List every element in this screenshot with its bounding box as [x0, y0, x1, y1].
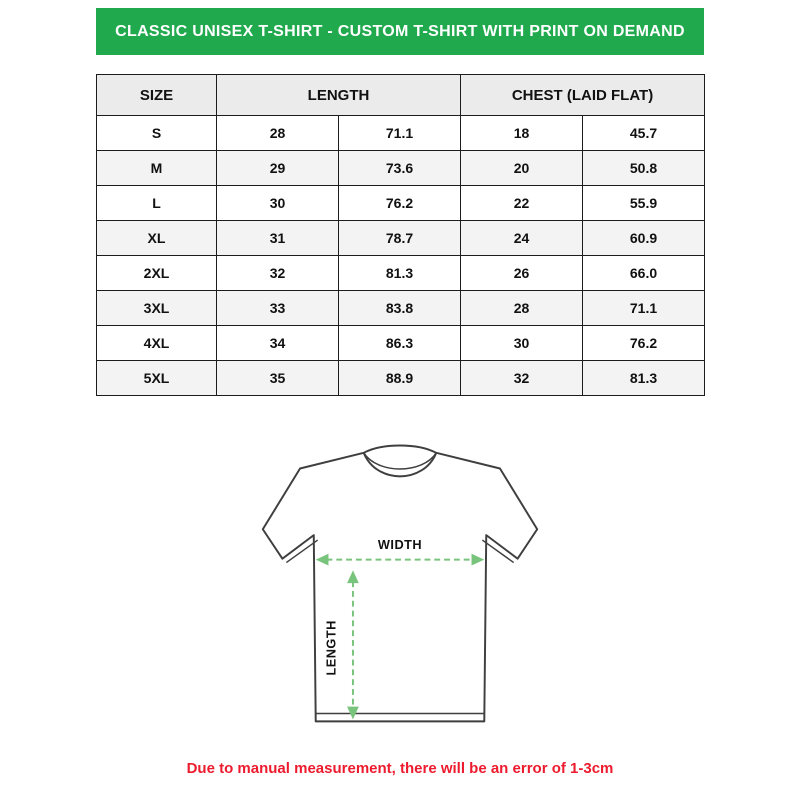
tshirt-diagram-svg — [253, 438, 547, 744]
length-inches: 30 — [217, 186, 339, 221]
length-cm: 83.8 — [339, 291, 461, 326]
length-cm: 78.7 — [339, 221, 461, 256]
table-row — [97, 326, 705, 361]
tshirt-outline — [263, 445, 537, 721]
chest-cm: 81.3 — [583, 361, 705, 396]
size-label: L — [97, 186, 217, 221]
size-chart-table — [96, 74, 705, 396]
table-row — [97, 151, 705, 186]
chest-inches: 22 — [461, 186, 583, 221]
size-label: XL — [97, 221, 217, 256]
length-inches: 35 — [217, 361, 339, 396]
table-row — [97, 291, 705, 326]
length-inches: 34 — [217, 326, 339, 361]
length-cm: 88.9 — [339, 361, 461, 396]
chest-cm: 76.2 — [583, 326, 705, 361]
size-label: S — [97, 116, 217, 151]
length-inches: 28 — [217, 116, 339, 151]
length-label: LENGTH — [323, 620, 339, 676]
col-header-length: LENGTH — [217, 75, 461, 116]
tshirt-measurement-diagram — [253, 438, 547, 744]
length-inches: 33 — [217, 291, 339, 326]
length-inches: 31 — [217, 221, 339, 256]
table-header-row — [97, 75, 705, 116]
chest-cm: 45.7 — [583, 116, 705, 151]
chest-inches: 30 — [461, 326, 583, 361]
title-banner — [96, 8, 704, 55]
width-label: WIDTH — [377, 536, 423, 552]
chest-inches: 24 — [461, 221, 583, 256]
table-row — [97, 221, 705, 256]
length-cm: 71.1 — [339, 116, 461, 151]
chest-inches: 18 — [461, 116, 583, 151]
size-label: 2XL — [97, 256, 217, 291]
col-header-chest: CHEST (LAID FLAT) — [461, 75, 705, 116]
size-label: 3XL — [97, 291, 217, 326]
length-cm: 81.3 — [339, 256, 461, 291]
length-inches: 29 — [217, 151, 339, 186]
chest-inches: 20 — [461, 151, 583, 186]
length-cm: 73.6 — [339, 151, 461, 186]
length-cm: 86.3 — [339, 326, 461, 361]
size-label: 4XL — [97, 326, 217, 361]
page-title: CLASSIC UNISEX T-SHIRT - CUSTOM T-SHIRT WITH PRINT ON DEMAND — [115, 22, 685, 40]
table-row — [97, 186, 705, 221]
size-label: 5XL — [97, 361, 217, 396]
length-cm: 76.2 — [339, 186, 461, 221]
col-header-size: SIZE — [97, 75, 217, 116]
chest-cm: 71.1 — [583, 291, 705, 326]
chest-inches: 32 — [461, 361, 583, 396]
table-row — [97, 256, 705, 291]
chest-inches: 28 — [461, 291, 583, 326]
length-inches: 32 — [217, 256, 339, 291]
chest-cm: 50.8 — [583, 151, 705, 186]
size-label: M — [97, 151, 217, 186]
table-row — [97, 361, 705, 396]
chest-inches: 26 — [461, 256, 583, 291]
measurement-note: Due to manual measurement, there will be an error of 1-3cm — [186, 760, 614, 777]
chest-cm: 60.9 — [583, 221, 705, 256]
table-row — [97, 116, 705, 151]
chest-cm: 55.9 — [583, 186, 705, 221]
chest-cm: 66.0 — [583, 256, 705, 291]
